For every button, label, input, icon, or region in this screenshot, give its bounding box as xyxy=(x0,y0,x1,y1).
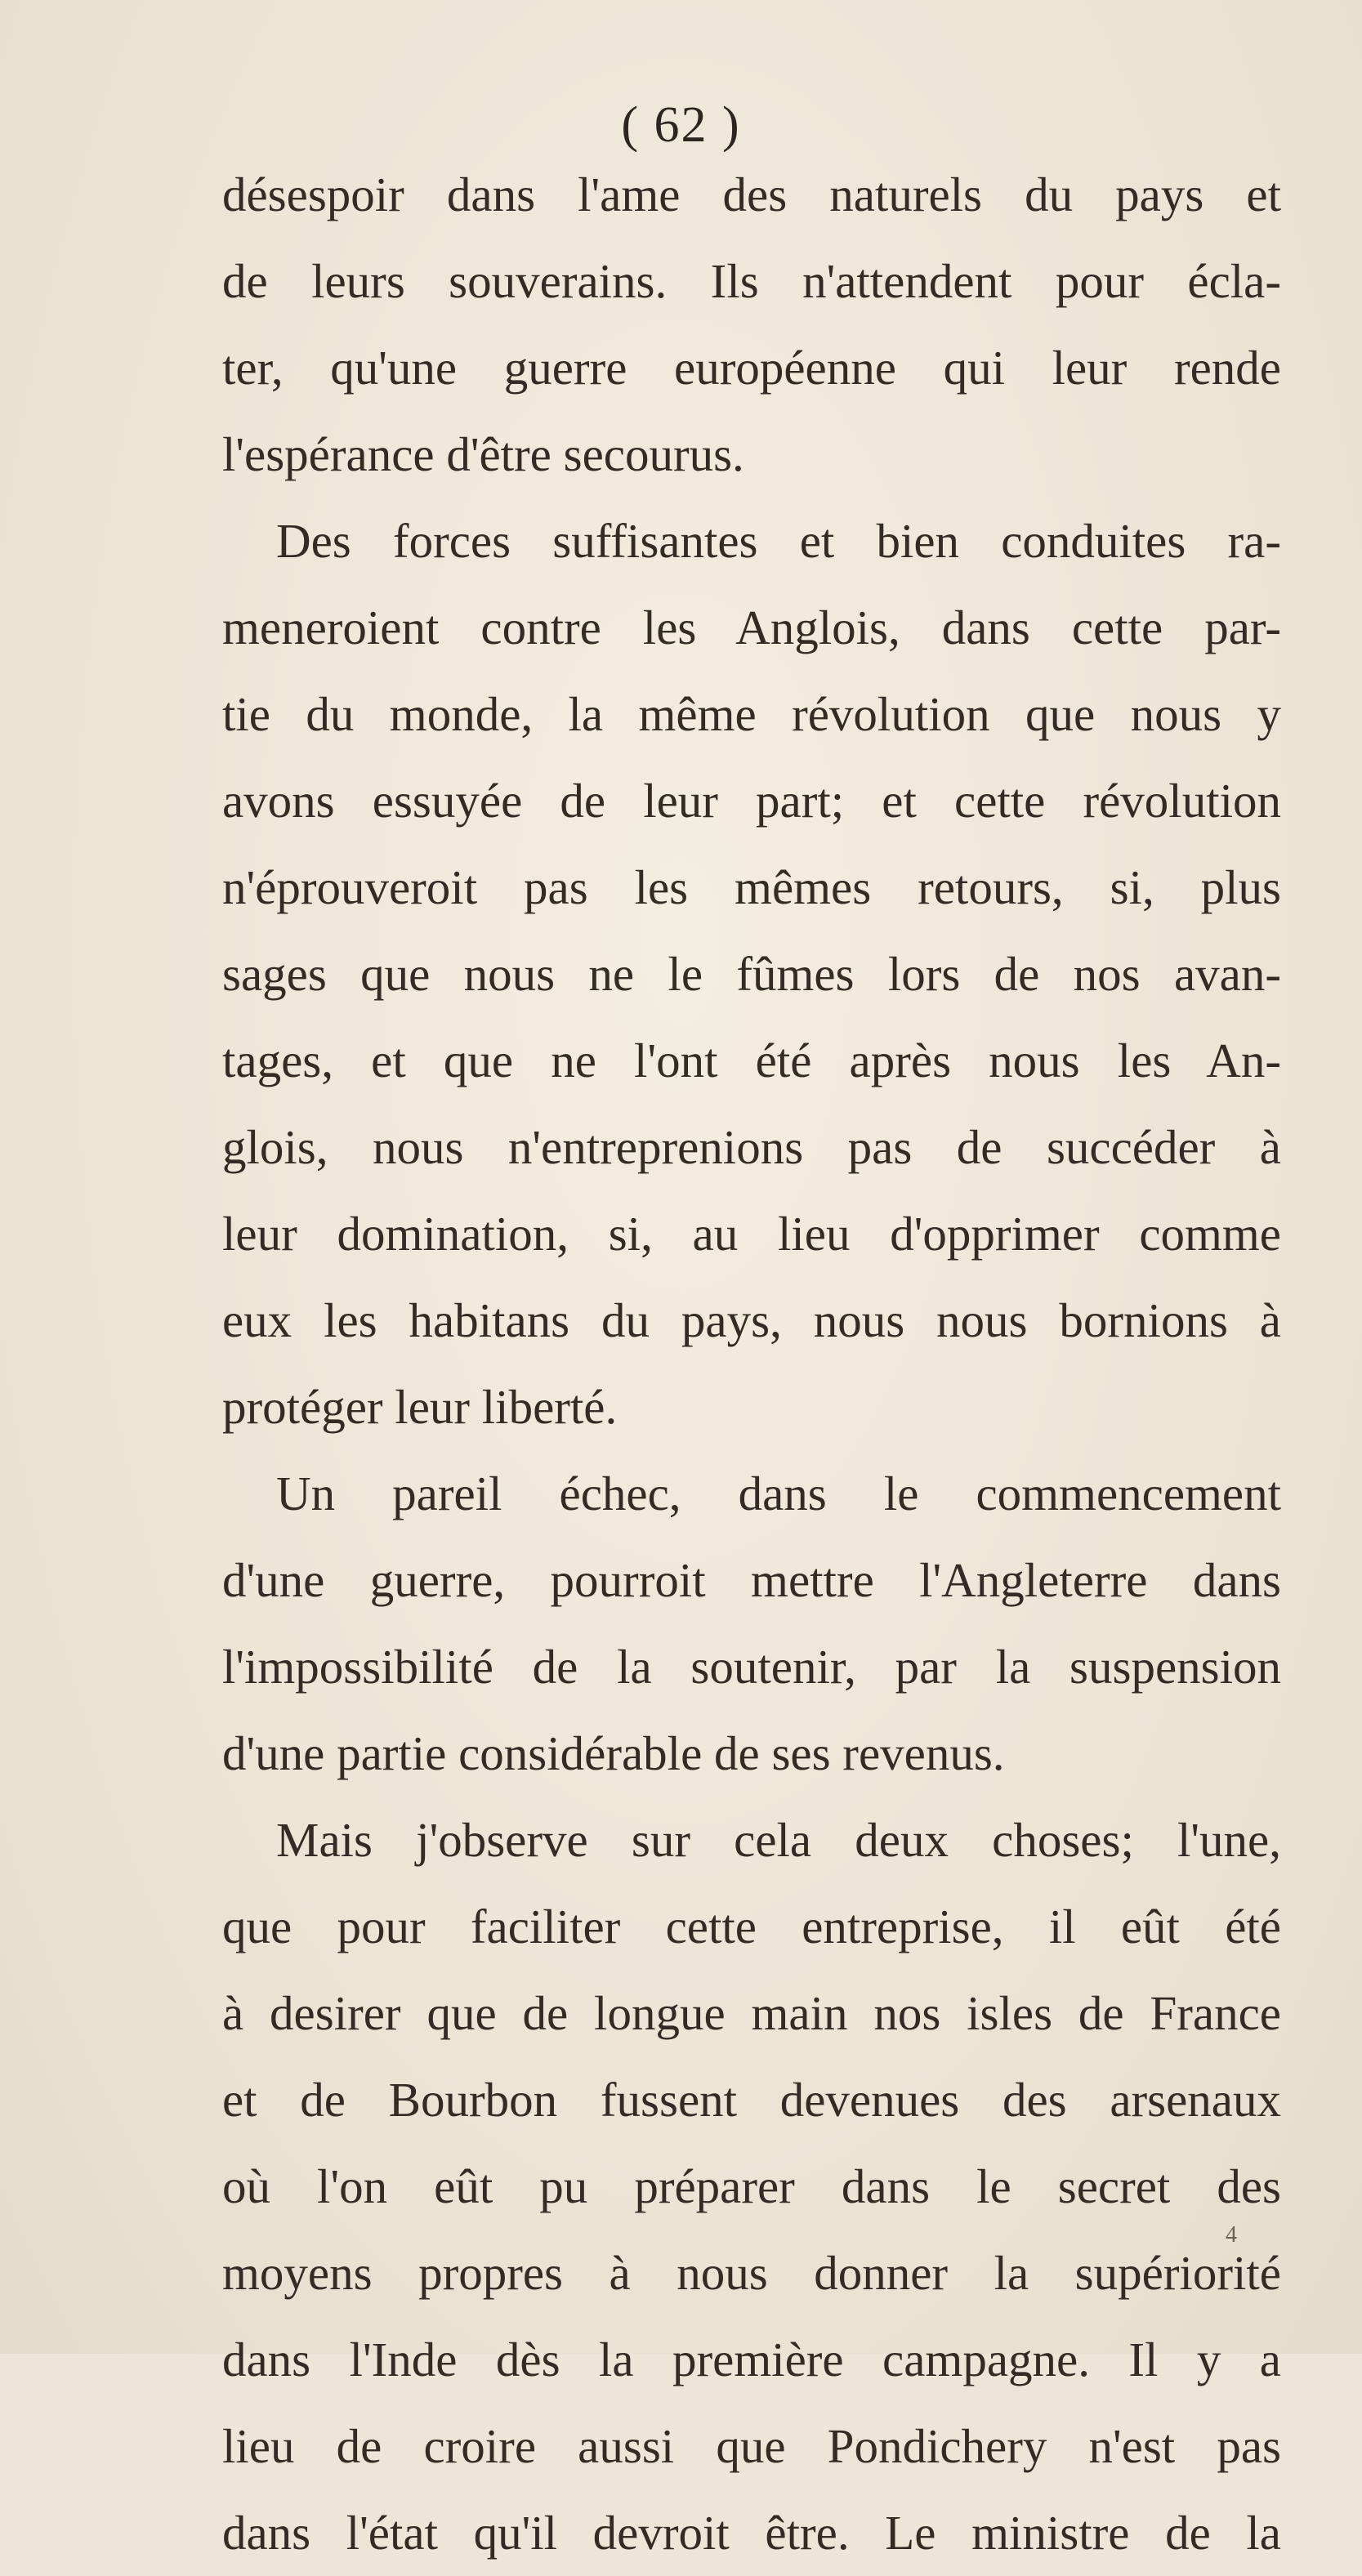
text-line: tie du monde, la même révolution que nous y xyxy=(222,687,1281,741)
text-line: de leurs souverains. Ils n'attendent pour écla- xyxy=(222,254,1281,308)
text-line: que pour faciliter cette entreprise, il eût été xyxy=(222,1900,1281,1953)
text-line: meneroient contre les Anglois, dans cette par- xyxy=(222,600,1281,654)
text-line: tages, et que ne l'ont été après nous les An- xyxy=(222,1034,1281,1087)
text-line: protéger leur liberté. xyxy=(222,1380,618,1434)
text-line: sages que nous ne le fûmes lors de nos avan- xyxy=(222,947,1281,1001)
text-line: dans l'état qu'il devroit être. Le ministre de la xyxy=(222,2506,1281,2560)
text-line: dans l'Inde dès la première campagne. Il y a xyxy=(222,2333,1281,2386)
text-line: leur domination, si, au lieu d'opprimer comme xyxy=(222,1207,1281,1261)
text-line: lieu de croire aussi que Pondichery n'est pas xyxy=(222,2419,1281,2473)
text-line: et de Bourbon fussent devenues des arsenaux xyxy=(222,2073,1281,2127)
text-line: l'espérance d'être secourus. xyxy=(222,427,744,481)
text-line: moyens propres à nous donner la supériorité xyxy=(222,2246,1281,2300)
text-line: Des forces suffisantes et bien conduites ra- xyxy=(276,514,1281,568)
text-line: d'une guerre, pourroit mettre l'Angleterre dans xyxy=(222,1553,1281,1607)
text-line: glois, nous n'entreprenions pas de succéder à xyxy=(222,1120,1281,1174)
signature-mark: 4 xyxy=(1226,2222,1237,2248)
text-line: Un pareil échec, dans le commencement xyxy=(276,1467,1281,1520)
body-text xyxy=(222,151,1281,2576)
text-line: à desirer que de longue main nos isles de France xyxy=(222,1986,1281,2040)
text-line: désespoir dans l'ame des naturels du pays et xyxy=(222,167,1281,221)
text-line: où l'on eût pu préparer dans le secret des xyxy=(222,2159,1281,2213)
text-line: n'éprouveroit pas les mêmes retours, si, plus xyxy=(222,860,1281,914)
text-line: d'une partie considérable de ses revenus. xyxy=(222,1726,1005,1780)
text-line: ter, qu'une guerre européenne qui leur rende xyxy=(222,341,1281,395)
text-line: avons essuyée de leur part; et cette révolution xyxy=(222,774,1281,828)
text-line: l'impossibilité de la soutenir, par la suspension xyxy=(222,1640,1281,1694)
text-line: eux les habitans du pays, nous nous bornions à xyxy=(222,1293,1281,1347)
page-number: ( 62 ) xyxy=(621,97,741,153)
text-line: Mais j'observe sur cela deux choses; l'une, xyxy=(276,1813,1281,1867)
